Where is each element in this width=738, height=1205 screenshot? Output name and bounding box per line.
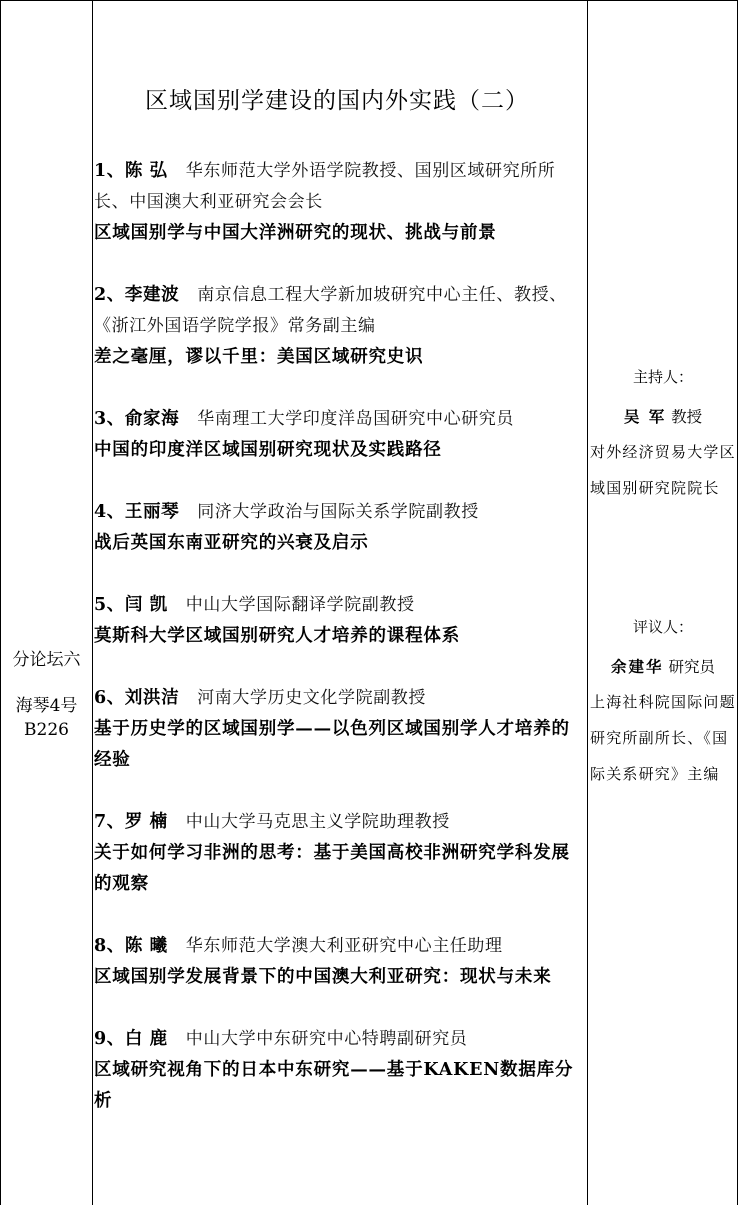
- table-border-left: [0, 0, 1, 1205]
- commentator-rank: 研究员: [668, 658, 715, 676]
- commentator-name: 余建华: [611, 657, 664, 676]
- speaker-affiliation: 华南理工大学印度洋岛国研究中心研究员: [197, 409, 515, 429]
- talk-title: 差之毫厘，谬以千里：美国区域研究史识: [94, 347, 424, 367]
- speaker-affiliation: 同济大学政治与国际关系学院副教授: [197, 502, 479, 522]
- commentator-label: 评议人：: [632, 618, 693, 636]
- speaker-name: 8、陈 曦: [94, 936, 168, 956]
- speaker-line: [94, 683, 586, 714]
- speaker-line: [94, 807, 586, 838]
- venue-line2: B226: [24, 720, 69, 740]
- list-item: [94, 1024, 586, 1117]
- speaker-affiliation: 华东师范大学澳大利亚研究中心主任助理: [185, 936, 503, 956]
- speaker-affiliation: 中山大学中东研究中心特聘副研究员: [185, 1029, 468, 1049]
- host-rank: 教授: [671, 408, 703, 426]
- table-border-top: [0, 0, 738, 1]
- table-divider-1: [92, 0, 93, 1205]
- speaker-affiliation: 南京信息工程大学新加坡研究中心主任、教授、《浙江外国语学院学报》常务副主编: [94, 285, 567, 336]
- talk-title: 莫斯科大学区域国别研究人才培养的课程体系: [94, 626, 460, 646]
- speaker-name: 5、闫 凯: [94, 595, 168, 615]
- speaker-affiliation: 中山大学国际翻译学院副教授: [185, 595, 415, 615]
- talk-title: 关于如何学习非洲的思考：基于美国高校非洲研究学科发展的观察: [94, 843, 570, 894]
- speaker-affiliation: 华东师范大学外语学院教授、国别区域研究所所长、中国澳大利亚研究会会长: [94, 161, 556, 212]
- table-divider-2: [587, 0, 588, 1205]
- talk-title: 中国的印度洋区域国别研究现状及实践路径: [94, 440, 442, 460]
- list-item: [94, 497, 586, 559]
- speaker-name: 7、罗 楠: [94, 812, 168, 832]
- speaker-line: [94, 1024, 586, 1055]
- speaker-name: 9、白 鹿: [94, 1029, 168, 1049]
- speaker-affiliation: 河南大学历史文化学院副教授: [197, 688, 427, 708]
- forum-label: 分论坛六: [12, 650, 81, 670]
- talk-title: 区域国别学发展背景下的中国澳大利亚研究：现状与未来: [94, 967, 552, 987]
- speaker-name: 2、李建波: [94, 285, 180, 305]
- list-item: [94, 404, 586, 466]
- host-block: [589, 364, 737, 506]
- list-item: [94, 931, 586, 993]
- commentator-name-line: [589, 654, 737, 680]
- list-item: [94, 807, 586, 900]
- list-item: [94, 156, 586, 249]
- speaker-name: 1、陈 弘: [94, 161, 168, 181]
- host-name: 吴 军: [623, 407, 667, 426]
- venue-line1: 海琴4号: [15, 696, 78, 716]
- speaker-line: [94, 590, 586, 621]
- list-item: [94, 280, 586, 373]
- speaker-name: 4、王丽琴: [94, 502, 180, 522]
- talk-title: 区域研究视角下的日本中东研究——基于KAKEN数据库分析: [94, 1060, 574, 1111]
- commentator-block: [589, 614, 737, 792]
- speaker-affiliation: 中山大学马克思主义学院助理教授: [185, 812, 450, 832]
- talk-title: 战后英国东南亚研究的兴衰及启示: [94, 533, 369, 553]
- commentator-desc: 上海社科院国际问题研究所副所长、《国际关系研究》主编: [590, 693, 736, 783]
- session-cell: [1, 648, 92, 742]
- talk-title: 基于历史学的区域国别学——以色列区域国别学人才培养的经验: [94, 719, 570, 770]
- list-item: [94, 683, 586, 776]
- speaker-name: 6、刘洪洁: [94, 688, 180, 708]
- host-name-line: [589, 404, 737, 430]
- speaker-name: 3、俞家海: [94, 409, 180, 429]
- list-item: [94, 590, 586, 652]
- talk-title: 区域国别学与中国大洋洲研究的现状、挑战与前景: [94, 223, 497, 243]
- program-cell: [94, 86, 586, 1117]
- host-desc: 对外经济贸易大学区域国别研究院院长: [590, 443, 736, 497]
- speaker-line: [94, 280, 586, 342]
- speaker-line: [94, 497, 586, 528]
- speaker-line: [94, 404, 586, 435]
- speaker-line: [94, 156, 586, 218]
- session-title: 区域国别学建设的国内外实践（二）: [145, 88, 529, 114]
- speaker-line: [94, 931, 586, 962]
- host-label: 主持人：: [632, 368, 693, 386]
